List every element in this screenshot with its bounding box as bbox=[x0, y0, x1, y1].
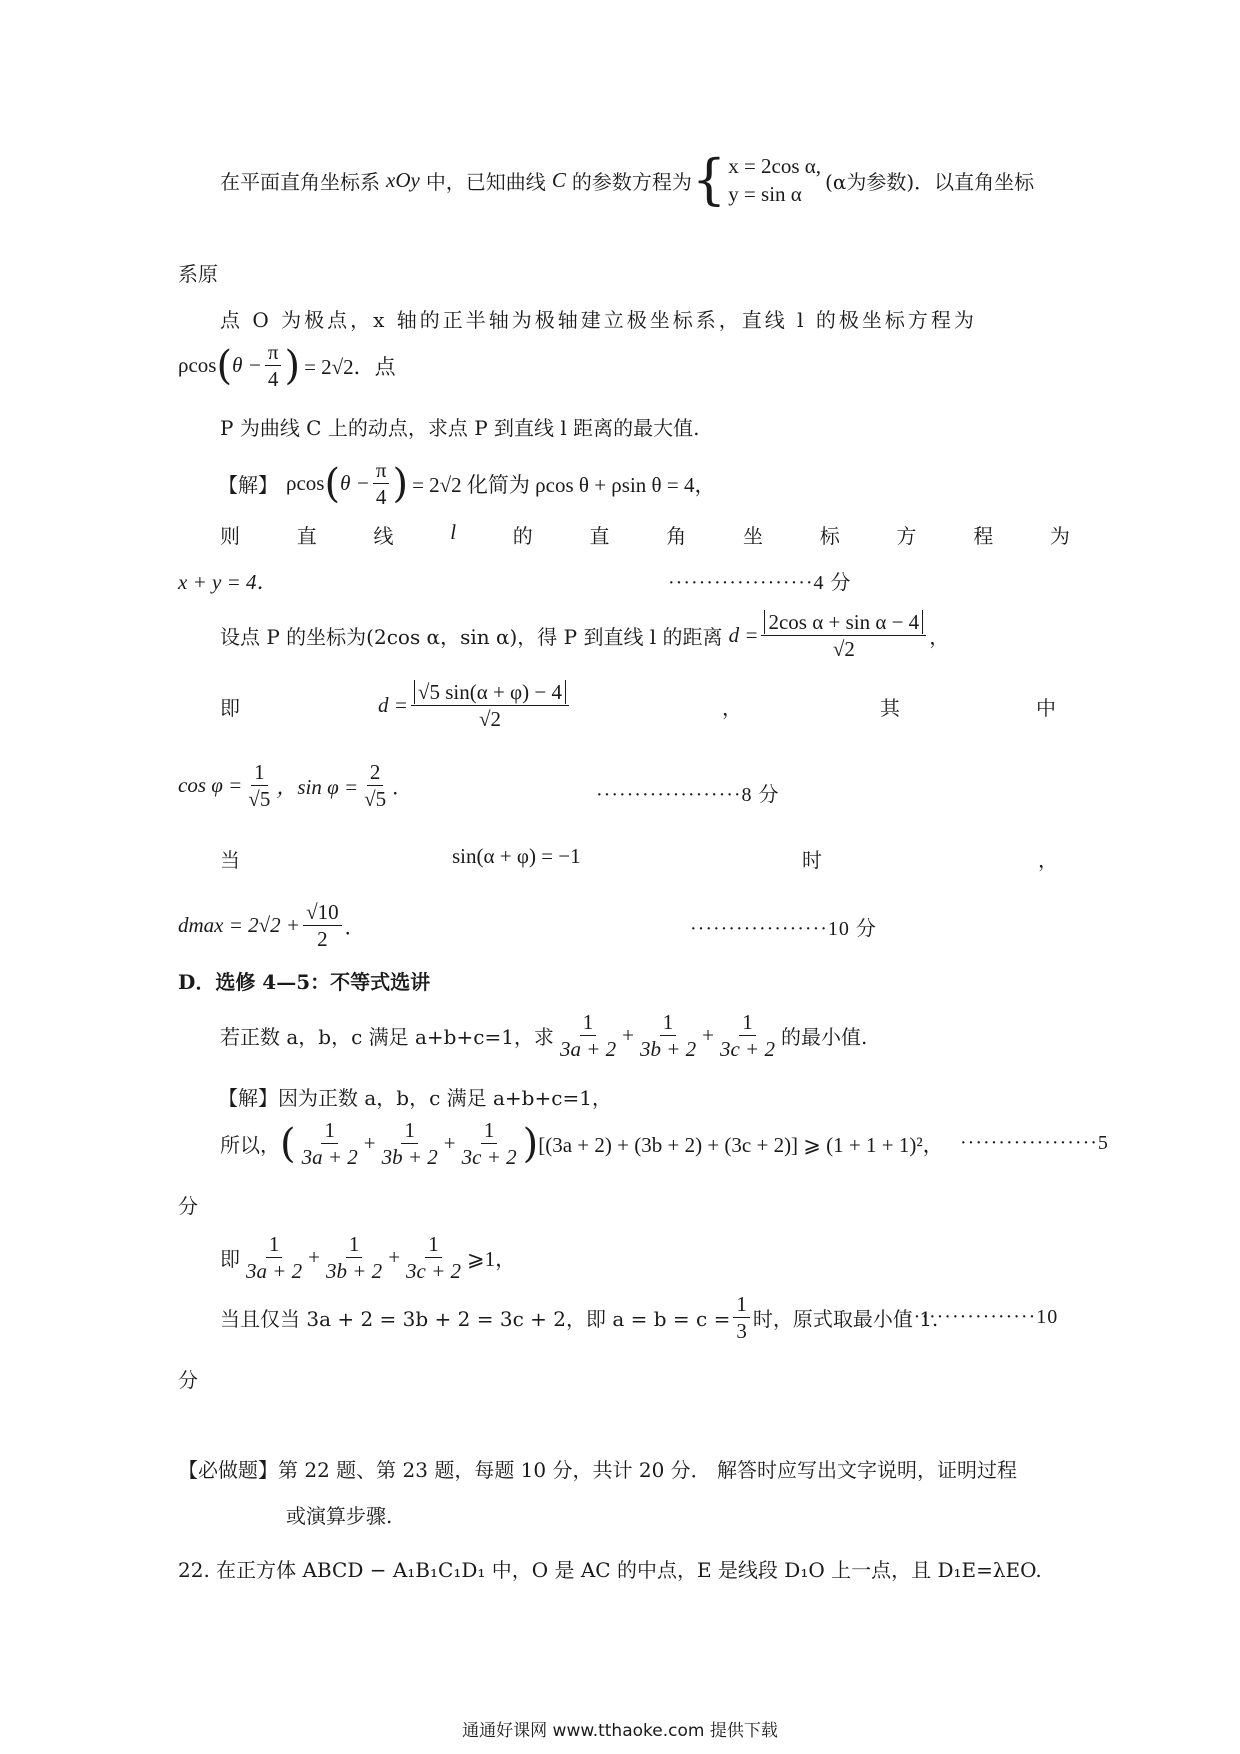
fraction bbox=[403, 1232, 464, 1283]
text-line: 【解】因为正数 a，b，c 满足 a+b+c=1， bbox=[218, 1086, 612, 1110]
math: = 2√2．点 bbox=[304, 354, 396, 379]
text: 中 bbox=[1036, 696, 1056, 720]
den: √2 bbox=[478, 707, 501, 732]
text-line: P 为曲线 C 上的动点，求点 P 到直线 l 距离的最大值. bbox=[220, 416, 700, 440]
num: 2cos α + sin α − 4 bbox=[764, 610, 923, 634]
fraction-d bbox=[411, 680, 569, 731]
num: 1 bbox=[580, 1010, 597, 1036]
num: 1 bbox=[251, 760, 268, 786]
math: θ − bbox=[340, 471, 370, 496]
text: (α为参数)．以直角坐标 bbox=[825, 169, 1035, 194]
char: 角 bbox=[666, 524, 687, 548]
char: 的 bbox=[512, 524, 533, 548]
num: 1 bbox=[401, 1118, 418, 1144]
num: 1 bbox=[425, 1232, 442, 1258]
den: 3c + 2 bbox=[461, 1145, 517, 1170]
num: 1 bbox=[321, 1118, 338, 1144]
text: 所以， bbox=[220, 1133, 280, 1158]
text-line: 或演算步骤. bbox=[286, 1504, 393, 1528]
text: 分 bbox=[178, 1194, 198, 1218]
result-ineq bbox=[220, 1232, 516, 1283]
text: 当且仅当 3a + 2 = 3b + 2 = 3c + 2，即 a = b = c = bbox=[220, 1307, 731, 1332]
fraction bbox=[243, 1232, 305, 1283]
cauchy-line bbox=[220, 1118, 944, 1169]
num: 1 bbox=[481, 1118, 498, 1144]
math: d = bbox=[728, 623, 759, 648]
text-line: 点 O 为极点，x 轴的正半轴为极轴建立极坐标系，直线 l 的极坐标方程为 bbox=[220, 308, 977, 332]
fraction bbox=[303, 900, 342, 951]
solution-label: 【解】 bbox=[218, 473, 278, 498]
math: ρcos bbox=[286, 471, 325, 496]
equality-line bbox=[220, 1292, 938, 1343]
problem-c-intro bbox=[220, 148, 1035, 212]
text: 设点 P 的坐标为(2cos α，sin α)，得 P 到直线 l 的距离 bbox=[220, 625, 723, 650]
section-heading: D．选修 4—5：不等式选讲 bbox=[178, 970, 431, 994]
num: 1 bbox=[346, 1232, 363, 1258]
char: l bbox=[450, 520, 457, 544]
char: 直 bbox=[589, 524, 610, 548]
distance-line bbox=[220, 610, 949, 661]
points: ···················4 分 bbox=[668, 572, 852, 594]
text: 分 bbox=[178, 1368, 198, 1392]
math: sin(α + φ) = −1 bbox=[452, 844, 581, 868]
num: 1 bbox=[266, 1232, 283, 1258]
math: x + y = 4． bbox=[178, 570, 278, 594]
num: π bbox=[373, 458, 390, 484]
text: 若正数 a，b，c 满足 a+b+c=1，求 bbox=[220, 1025, 554, 1050]
text: 的参数方程为 bbox=[571, 169, 692, 194]
math: + bbox=[443, 1131, 456, 1156]
paren-close: ) bbox=[522, 1120, 539, 1167]
points: ·················10 bbox=[906, 1306, 1059, 1328]
math: + bbox=[702, 1023, 714, 1048]
char: 坐 bbox=[742, 524, 763, 548]
points: ··················5 bbox=[960, 1132, 1109, 1154]
math: ，sin φ = bbox=[276, 774, 359, 799]
den: 3c + 2 bbox=[719, 1037, 775, 1062]
text: ， bbox=[929, 625, 950, 650]
fraction bbox=[459, 1118, 520, 1169]
text: 即 bbox=[220, 1247, 240, 1272]
den: 4 bbox=[375, 485, 387, 510]
fraction-pi-over-4 bbox=[265, 340, 282, 391]
num: 2 bbox=[367, 760, 384, 786]
parametric-system bbox=[728, 152, 821, 209]
char: 线 bbox=[373, 524, 394, 548]
math-c: C bbox=[551, 167, 566, 192]
den: 4 bbox=[267, 367, 279, 392]
points-10b bbox=[906, 1306, 1058, 1329]
den: 3c + 2 bbox=[406, 1259, 462, 1284]
spread-line bbox=[220, 520, 1070, 549]
text: ， bbox=[1038, 848, 1058, 872]
eq-x: x = 2cos α, bbox=[728, 154, 822, 178]
char: 程 bbox=[973, 524, 994, 548]
dmax-line bbox=[178, 900, 365, 951]
den: 2 bbox=[317, 927, 328, 952]
text: 时，原式取最小值 1. bbox=[752, 1307, 939, 1332]
required-heading: 【必做题】第 22 题、第 23 题，每题 10 分，共计 20 分． 解答时应写出文字说明，证明过程 bbox=[178, 1458, 1018, 1482]
char: 则 bbox=[220, 524, 240, 548]
points-10 bbox=[690, 912, 877, 941]
phi-values bbox=[178, 760, 412, 811]
den: 3a + 2 bbox=[301, 1145, 358, 1170]
fraction bbox=[637, 1010, 699, 1061]
points-5 bbox=[960, 1132, 1109, 1155]
text: 中，已知曲线 bbox=[425, 169, 546, 194]
text: 的最小值. bbox=[780, 1025, 868, 1050]
text: 当 bbox=[220, 848, 240, 872]
math: + bbox=[388, 1245, 401, 1270]
math: + bbox=[363, 1131, 376, 1156]
math: cos φ = bbox=[178, 773, 243, 798]
fraction-pi-over-4 bbox=[373, 458, 390, 509]
points-8 bbox=[596, 778, 780, 807]
polar-equation bbox=[178, 340, 396, 391]
paren-open: ( bbox=[324, 460, 341, 507]
fraction bbox=[733, 1292, 750, 1343]
math: + bbox=[308, 1245, 321, 1270]
math: = 2√2 化简为 ρcos θ + ρsin θ = 4， bbox=[412, 472, 716, 497]
char: 直 bbox=[296, 524, 317, 548]
paren-open: ( bbox=[216, 342, 233, 389]
eq-y: y = sin α bbox=[728, 182, 802, 207]
num: 1 bbox=[660, 1010, 677, 1036]
math: θ − bbox=[232, 353, 262, 378]
den: 3b + 2 bbox=[381, 1145, 438, 1170]
char: 标 bbox=[819, 524, 840, 548]
char: 为 bbox=[1049, 524, 1070, 548]
points: ··················10 分 bbox=[690, 918, 877, 940]
num: 1 bbox=[739, 1010, 756, 1036]
text-line: 系原 bbox=[178, 262, 218, 286]
num: √10 bbox=[303, 900, 342, 926]
paren-open: ( bbox=[280, 1120, 296, 1167]
fraction-distance bbox=[761, 610, 926, 661]
text: ， bbox=[722, 696, 742, 720]
den: 3b + 2 bbox=[326, 1259, 383, 1284]
text: 时 bbox=[802, 848, 822, 872]
condition bbox=[452, 844, 581, 869]
text: 其 bbox=[880, 696, 900, 720]
text: 在平面直角坐标系 bbox=[220, 169, 380, 194]
math: ⩾1， bbox=[467, 1246, 517, 1271]
math: [(3a + 2) + (3b + 2) + (3c + 2)] ⩾ (1 + 1 + 1)²， bbox=[538, 1132, 944, 1157]
fraction bbox=[361, 760, 389, 811]
footer-credit: 通通好课网 www.tthaoke.com 提供下载 bbox=[462, 1721, 778, 1741]
fraction bbox=[557, 1010, 619, 1061]
fraction bbox=[323, 1232, 385, 1283]
den: 3b + 2 bbox=[639, 1037, 697, 1062]
fraction bbox=[717, 1010, 778, 1061]
eq-line bbox=[178, 566, 277, 596]
den: √2 bbox=[832, 637, 855, 662]
math: d = bbox=[378, 693, 408, 718]
points-4 bbox=[668, 566, 852, 595]
fraction bbox=[299, 1118, 361, 1169]
paren-close: ) bbox=[284, 342, 301, 389]
char: 方 bbox=[896, 524, 917, 548]
solution-start bbox=[218, 458, 715, 509]
den: 3a + 2 bbox=[246, 1259, 303, 1284]
math: dmax = 2√2 + bbox=[178, 913, 301, 938]
den: √5 bbox=[364, 787, 387, 812]
fraction bbox=[245, 760, 273, 811]
den: √5 bbox=[248, 787, 271, 812]
num: π bbox=[265, 340, 282, 366]
num: √5 sin(α + φ) − 4 bbox=[414, 680, 566, 704]
brace-glyph: { bbox=[691, 148, 727, 212]
problem-d bbox=[220, 1010, 867, 1061]
text: ． bbox=[344, 915, 365, 940]
text: 即 bbox=[220, 696, 240, 720]
den: 3a + 2 bbox=[559, 1037, 617, 1062]
math: ρcos bbox=[178, 353, 217, 378]
question-22: 22. 在正方体 ABCD − A₁B₁C₁D₁ 中，O 是 AC 的中点，E 是线段 D₁O 上一点，且 D₁E=λEO. bbox=[178, 1558, 1042, 1582]
fraction bbox=[379, 1118, 441, 1169]
den: 3 bbox=[736, 1319, 747, 1344]
num: 1 bbox=[733, 1292, 750, 1318]
paren-close: ) bbox=[392, 460, 409, 507]
points: ···················8 分 bbox=[596, 784, 780, 806]
d-formula bbox=[378, 680, 572, 731]
math-xoy: xOy bbox=[386, 167, 420, 192]
text: ． bbox=[392, 775, 413, 800]
math: + bbox=[622, 1023, 634, 1048]
